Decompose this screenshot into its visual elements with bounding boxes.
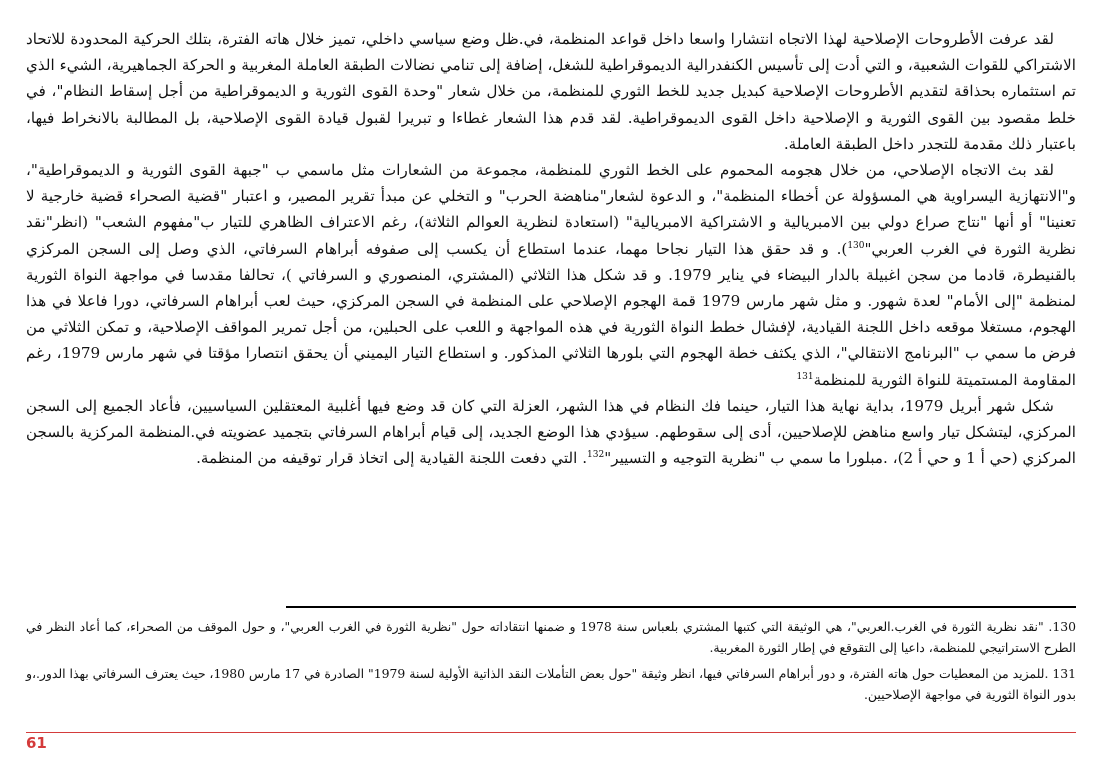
paragraph-3 [26,393,1076,472]
paragraph-3-part-2: . التي دفعت اللجنة القيادية إلى اتخاذ قرار توقيفه من المنظمة. [196,449,588,468]
document-page [26,26,1076,766]
footnotes [26,616,1076,710]
paragraph-1: لقد عرفت الأطروحات الإصلاحية لهذا الاتجاه انتشارا واسعا داخل قواعد المنظمة، في.ظل وضع سياسي داخلي، تميز خلال هاته الفترة، بتلك الحركية المحدودة للاتحاد الاشتراكي للقوات الشعبية، و التي أدت إلى تأسيس الكنفدرالية الديموقراطية للشغل، إضافة إلى تنامي نضالات الطبقة العاملة المغربية و الحركة الجماهيرية، الشيء الذي تم استثماره بحذاقة لتقديم الأطروحات الإصلاحية كبديل جديد للخط الثوري للمنظمة، من خلال شعار "وحدة القوى الثورية و الديموقراطية من أجل إسقاط النظام"، في خلط مقصود بين القوى الثورية و الإصلاحية داخل القوى الديموقراطية. لقد قدم هذا الشعار غطاءا و تبريرا لقبول قيادة القوى الإصلاحية، بل المطالبة بالانخراط فيها، باعتبار ذلك مقدمة للتجدر داخل الطبقة العاملة. [26,30,1076,153]
footnote-131: 131 .للمزيد من المعطيات حول هاته الفترة، و دور أبراهام السرفاتي فيها، انظر وثيقة "حول بعض التأملات النقد الذاتية الأولية لسنة 1979" الصادرة في 17 مارس 1980، حيث يعترف السرفاتي بهذا الدور.،و بدور النواة الثورية في مواجهة الإصلاحيين. [26,666,1076,702]
paragraph-2-part-2: ). و قد حقق هذا التيار نجاحا مهما، عندما استطاع أن يكسب إلى صفوفه أبراهام السرفاتي، الذي وصل إلى السجن المركزي بالقنيطرة، قادما من سجن اغبيلة بالدار البيضاء في يناير 1979. و قد شكل هذا الثلاثي (المشتري، المنصوري و السرفاتي )، تحالفا مقدسا في مواجهة النواة الثورية لمنظمة "إلى الأمام" لعدة شهور. و مثل شهر مارس 1979 قمة الهجوم الإصلاحي على المنظمة في السجن المركزي، حيث لعب أبراهام السرفاتي، دورا فاعلا في هذا الهجوم، مستغلا موقعه داخل اللجنة القيادية، لإفشال خطط النواة الثورية في هذه المواجهة و اللعب على الحبلين، من أجل تمرير المواقف الإصلاحية، و تمكن الثلاثي من فرض ما سمي ب "البرنامج الانتقالي"، الذي يكثف خطة الهجوم التي بلورها الثلاثي المذكور. و استطاع التيار اليميني أن يحقق انتصارا مؤقتا في شهر مارس 1979، رغم المقاومة المستميتة للنواة الثورية للمنظمة [26,239,1076,389]
paragraph-2 [26,157,1076,393]
footnote-ref-131[interactable]: 131 [796,371,814,382]
page-number: 61 [26,734,47,752]
paragraph-2-part-1: لقد بث الاتجاه الإصلاحي، من خلال هجومه المحموم على الخط الثوري للمنظمة، مجموعة من الشعارات مثل ماسمي ب "جبهة القوى الثورية و الديموقراطية"، و"الانتهازية اليسراوية هي المسؤولة عن أخطاء المنظمة"، و الدعوة لشعار"مناهضة الحرب" و التخلي عن مبدأ تقرير المصير، و اعتبار "قضية الصحراء قضية خارجية لا تعنينا" أو أنها "نتاج صراع دولي بين الامبريالية و الاشتراكية الامبريالية" (استعادة لنظرية العوالم الثلاثة)، رغم الاعتراف الظاهري للتيار ب"مفهوم الشعب" (انظر"نقد نظرية الثورة في الغرب العربي" [26,161,1076,258]
footnote-ref-132[interactable]: 132 [587,450,605,461]
footnote-separator [286,606,1076,608]
footnote-ref-130[interactable]: 130 [847,240,865,251]
page-bottom-rule [26,732,1076,733]
paragraph-3-part-1: شكل شهر أبريل 1979، بداية نهاية هذا التيار، حينما فك النظام في هذا الشهر، العزلة التي كان قد وضع فيها أغلبية المعتقلين السياسيين، فأعاد الجميع إلى السجن المركزي، ليتشكل تيار واسع مناهض للإصلاحيين، أدى إلى سقوطهم. سيؤدي هذا الوضع الجديد، إلى قيام أبراهام السرفاتي بتجميد عضويته في.المنظمة المركزية بالسجن المركزي (حي أ 1 و حي أ 2)، .مبلورا ما سمي ب "نظرية التوجيه و التسيير" [26,396,1076,468]
body-text [26,26,1076,471]
footnote-130: 130. "نقد نظرية الثورة في الغرب.العربي"، هي الوثيقة التي كتبها المشتري بلعباس سنة 1978 و ضمنها انتقاداته حول "نظرية الثورة في الغرب العربي"، و حول الموقف من الصحراء، كما أعاد النظر في الطرح الاستراتيجي للمنظمة، داعيا إلى التقوقع في إطار الثورة المغربية. [26,619,1076,655]
